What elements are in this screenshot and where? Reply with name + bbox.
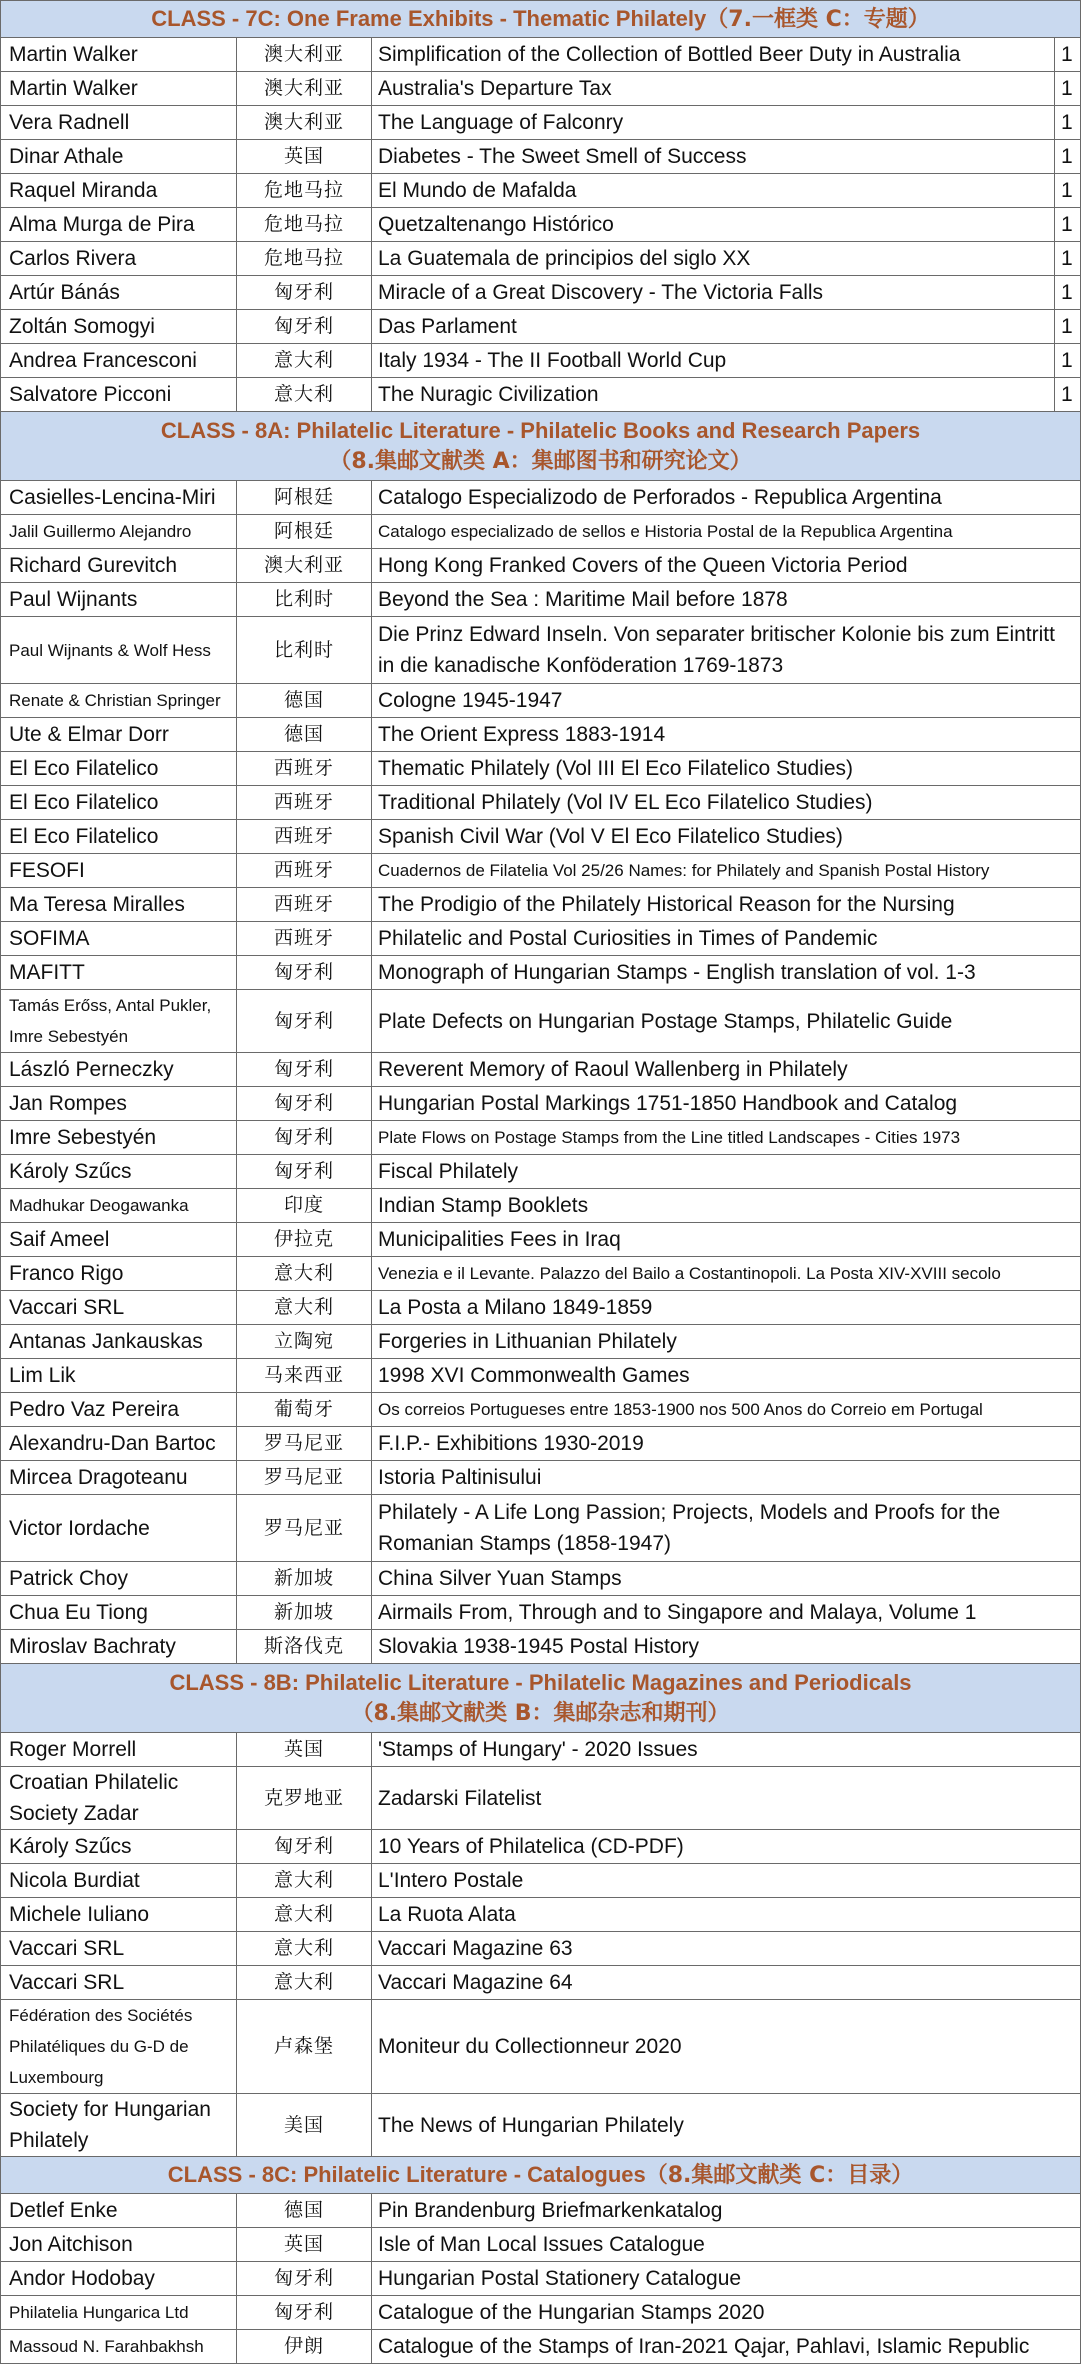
country-cell: 立陶宛 xyxy=(237,1325,372,1359)
table-row xyxy=(1,1562,1081,1596)
exhibitor-name-cell: Casielles-Lencina-Miri xyxy=(1,481,237,515)
table-row xyxy=(1,1495,1081,1562)
exhibitor-name-cell: Detlef Enke xyxy=(1,2194,237,2228)
table-row xyxy=(1,140,1081,174)
table-row xyxy=(1,1121,1081,1155)
exhibitor-name-cell: Ma Teresa Miralles xyxy=(1,888,237,922)
country-cell: 比利时 xyxy=(237,583,372,617)
table-row xyxy=(1,956,1081,990)
country-cell: 西班牙 xyxy=(237,752,372,786)
exhibitor-name-cell: SOFIMA xyxy=(1,922,237,956)
exhibitor-name-cell: Dinar Athale xyxy=(1,140,237,174)
frames-count-cell: 1 xyxy=(1055,208,1081,242)
country-cell: 阿根廷 xyxy=(237,515,372,549)
country-cell: 英国 xyxy=(237,2228,372,2262)
frames-count-cell: 1 xyxy=(1055,276,1081,310)
exhibitor-name-cell: El Eco Filatelico xyxy=(1,786,237,820)
exhibitor-name-cell: Franco Rigo xyxy=(1,1257,237,1291)
exhibit-title-cell: The News of Hungarian Philately xyxy=(372,2094,1081,2157)
exhibitor-name-cell: Carlos Rivera xyxy=(1,242,237,276)
exhibit-title-cell: Das Parlament xyxy=(372,310,1055,344)
exhibit-title-cell: L'Intero Postale xyxy=(372,1864,1081,1898)
table-row xyxy=(1,922,1081,956)
section-title-cn: （7.一框类 C：专题） xyxy=(706,6,930,32)
exhibitor-name-cell: Alexandru-Dan Bartoc xyxy=(1,1427,237,1461)
section-8a-header-row xyxy=(1,412,1081,481)
section-title: CLASS - 8C: Philatelic Literature - Catalogues xyxy=(167,2161,646,2187)
country-cell: 澳大利亚 xyxy=(237,106,372,140)
exhibit-title-cell: China Silver Yuan Stamps xyxy=(372,1562,1081,1596)
table-row xyxy=(1,1189,1081,1223)
table-row xyxy=(1,1767,1081,1830)
section-header xyxy=(1,1,1081,38)
table-row xyxy=(1,2194,1081,2228)
table-row xyxy=(1,752,1081,786)
section-header xyxy=(1,2157,1081,2194)
country-cell: 德国 xyxy=(237,718,372,752)
exhibit-title-cell: Catalogo especializado de sellos e Historia Postal de la Republica Argentina xyxy=(372,515,1081,549)
country-cell: 匈牙利 xyxy=(237,1121,372,1155)
table-row xyxy=(1,1359,1081,1393)
exhibitor-name-cell: Madhukar Deogawanka xyxy=(1,1189,237,1223)
country-cell: 印度 xyxy=(237,1189,372,1223)
table-row xyxy=(1,1630,1081,1664)
exhibit-title-cell: The Orient Express 1883-1914 xyxy=(372,718,1081,752)
exhibit-title-cell: Cologne 1945-1947 xyxy=(372,684,1081,718)
exhibit-title-cell: Thematic Philately (Vol III El Eco Filatelico Studies) xyxy=(372,752,1081,786)
section-title-cn: （8.集邮文献类 B：集邮杂志和期刊） xyxy=(351,1700,730,1726)
table-row xyxy=(1,1427,1081,1461)
exhibit-title-cell: Forgeries in Lithuanian Philately xyxy=(372,1325,1081,1359)
exhibit-title-cell: Plate Flows on Postage Stamps from the Line titled Landscapes - Cities 1973 xyxy=(372,1121,1081,1155)
country-cell: 德国 xyxy=(237,2194,372,2228)
exhibitor-name-cell: El Eco Filatelico xyxy=(1,752,237,786)
country-cell: 匈牙利 xyxy=(237,956,372,990)
table-row xyxy=(1,888,1081,922)
section-title: CLASS - 7C: One Frame Exhibits - Thematic Philately xyxy=(151,5,707,31)
table-row xyxy=(1,820,1081,854)
country-cell: 匈牙利 xyxy=(237,1053,372,1087)
exhibit-title-cell: Miracle of a Great Discovery - The Victoria Falls xyxy=(372,276,1055,310)
country-cell: 危地马拉 xyxy=(237,242,372,276)
exhibitor-name-cell: Martin Walker xyxy=(1,38,237,72)
country-cell: 危地马拉 xyxy=(237,208,372,242)
country-cell: 匈牙利 xyxy=(237,2296,372,2330)
exhibit-title-cell: Plate Defects on Hungarian Postage Stamps, Philatelic Guide xyxy=(372,990,1081,1053)
frames-count-cell: 1 xyxy=(1055,38,1081,72)
table-row xyxy=(1,481,1081,515)
exhibit-title-cell: Os correios Portugueses entre 1853-1900 nos 500 Anos do Correio em Portugal xyxy=(372,1393,1081,1427)
country-cell: 澳大利亚 xyxy=(237,38,372,72)
country-cell: 卢森堡 xyxy=(237,2000,372,2094)
country-cell: 伊朗 xyxy=(237,2330,372,2364)
country-cell: 英国 xyxy=(237,1733,372,1767)
exhibit-title-cell: Quetzaltenango Histórico xyxy=(372,208,1055,242)
frames-count-cell: 1 xyxy=(1055,106,1081,140)
exhibit-title-cell: 10 Years of Philatelica (CD-PDF) xyxy=(372,1830,1081,1864)
country-cell: 美国 xyxy=(237,2094,372,2157)
table-row xyxy=(1,2296,1081,2330)
country-cell: 新加坡 xyxy=(237,1596,372,1630)
frames-count-cell: 1 xyxy=(1055,310,1081,344)
country-cell: 匈牙利 xyxy=(237,310,372,344)
exhibit-title-cell: Beyond the Sea : Maritime Mail before 1878 xyxy=(372,583,1081,617)
exhibitor-name-cell: Roger Morrell xyxy=(1,1733,237,1767)
section-title: CLASS - 8A: Philatelic Literature - Philatelic Books and Research Papers xyxy=(160,417,921,443)
country-cell: 澳大利亚 xyxy=(237,549,372,583)
exhibit-title-cell: F.I.P.- Exhibitions 1930-2019 xyxy=(372,1427,1081,1461)
section-7c-header-row xyxy=(1,1,1081,38)
table-row xyxy=(1,72,1081,106)
table-row xyxy=(1,1393,1081,1427)
exhibitor-name-cell: Ute & Elmar Dorr xyxy=(1,718,237,752)
exhibitor-name-cell: Martin Walker xyxy=(1,72,237,106)
exhibit-title-cell: Indian Stamp Booklets xyxy=(372,1189,1081,1223)
exhibit-title-cell: The Language of Falconry xyxy=(372,106,1055,140)
exhibit-title-cell: The Nuragic Civilization xyxy=(372,378,1055,412)
exhibitor-name-cell: Alma Murga de Pira xyxy=(1,208,237,242)
section-title-cn: （8.集邮文献类 C：目录） xyxy=(645,2162,914,2188)
frames-count-cell: 1 xyxy=(1055,140,1081,174)
country-cell: 比利时 xyxy=(237,617,372,684)
exhibitor-name-cell: Richard Gurevitch xyxy=(1,549,237,583)
exhibit-title-cell: Istoria Paltinisului xyxy=(372,1461,1081,1495)
table-row xyxy=(1,1155,1081,1189)
exhibit-title-cell: Vaccari Magazine 63 xyxy=(372,1932,1081,1966)
section-title-cn: （8.集邮文献类 A：集邮图书和研究论文） xyxy=(329,448,752,474)
exhibitor-name-cell: Zoltán Somogyi xyxy=(1,310,237,344)
frames-count-cell: 1 xyxy=(1055,72,1081,106)
country-cell: 意大利 xyxy=(237,1898,372,1932)
country-cell: 西班牙 xyxy=(237,922,372,956)
exhibitor-name-cell: Pedro Vaz Pereira xyxy=(1,1393,237,1427)
country-cell: 斯洛伐克 xyxy=(237,1630,372,1664)
section-8b-header-row xyxy=(1,1664,1081,1733)
table-row xyxy=(1,2330,1081,2364)
country-cell: 新加坡 xyxy=(237,1562,372,1596)
country-cell: 西班牙 xyxy=(237,854,372,888)
exhibitor-name-cell: Imre Sebestyén xyxy=(1,1121,237,1155)
exhibitor-name-cell: Nicola Burdiat xyxy=(1,1864,237,1898)
table-row xyxy=(1,684,1081,718)
exhibitor-name-cell: Jalil Guillermo Alejandro xyxy=(1,515,237,549)
exhibit-title-cell: Catalogo Especializodo de Perforados - Republica Argentina xyxy=(372,481,1081,515)
country-cell: 匈牙利 xyxy=(237,2262,372,2296)
exhibit-title-cell: Die Prinz Edward Inseln. Von separater britischer Kolonie bis zum Eintritt in die kanadische Konföderation 1769-1873 xyxy=(372,617,1081,684)
exhibit-title-cell: Philately - A Life Long Passion; Projects, Models and Proofs for the Romanian Stamps (1858-1947) xyxy=(372,1495,1081,1562)
exhibitor-name-cell: Vera Radnell xyxy=(1,106,237,140)
country-cell: 匈牙利 xyxy=(237,1155,372,1189)
country-cell: 匈牙利 xyxy=(237,1087,372,1121)
section-header xyxy=(1,412,1081,481)
frames-count-cell: 1 xyxy=(1055,174,1081,208)
table-row xyxy=(1,2228,1081,2262)
section-header xyxy=(1,1664,1081,1733)
table-row xyxy=(1,515,1081,549)
exhibitor-name-cell: Miroslav Bachraty xyxy=(1,1630,237,1664)
exhibit-title-cell: La Posta a Milano 1849-1859 xyxy=(372,1291,1081,1325)
exhibitor-name-cell: Philatelia Hungarica Ltd xyxy=(1,2296,237,2330)
exhibit-title-cell: Fiscal Philately xyxy=(372,1155,1081,1189)
exhibitor-name-cell: László Perneczky xyxy=(1,1053,237,1087)
table-row xyxy=(1,2262,1081,2296)
exhibit-title-cell: Pin Brandenburg Briefmarkenkatalog xyxy=(372,2194,1081,2228)
exhibit-title-cell: La Guatemala de principios del siglo XX xyxy=(372,242,1055,276)
country-cell: 意大利 xyxy=(237,1932,372,1966)
table-row xyxy=(1,1087,1081,1121)
exhibit-title-cell: Monograph of Hungarian Stamps - English translation of vol. 1-3 xyxy=(372,956,1081,990)
country-cell: 葡萄牙 xyxy=(237,1393,372,1427)
exhibitor-name-cell: Paul Wijnants xyxy=(1,583,237,617)
exhibitor-name-cell: Patrick Choy xyxy=(1,1562,237,1596)
table-row xyxy=(1,344,1081,378)
exhibit-title-cell: Australia's Departure Tax xyxy=(372,72,1055,106)
exhibitor-name-cell: Jan Rompes xyxy=(1,1087,237,1121)
country-cell: 意大利 xyxy=(237,1966,372,2000)
exhibitor-name-cell: Renate & Christian Springer xyxy=(1,684,237,718)
table-row xyxy=(1,549,1081,583)
exhibitor-name-cell: Tamás Erőss, Antal Pukler, Imre Sebestyén xyxy=(1,990,237,1053)
table-row xyxy=(1,854,1081,888)
table-row xyxy=(1,1257,1081,1291)
exhibit-title-cell: Vaccari Magazine 64 xyxy=(372,1966,1081,2000)
table-row xyxy=(1,1966,1081,2000)
country-cell: 意大利 xyxy=(237,378,372,412)
exhibit-title-cell: Venezia e il Levante. Palazzo del Bailo a Costantinopoli. La Posta XIV-XVIII secolo xyxy=(372,1257,1081,1291)
exhibitor-name-cell: Saif Ameel xyxy=(1,1223,237,1257)
country-cell: 匈牙利 xyxy=(237,990,372,1053)
frames-count-cell: 1 xyxy=(1055,378,1081,412)
exhibit-title-cell: Hungarian Postal Markings 1751-1850 Handbook and Catalog xyxy=(372,1087,1081,1121)
exhibit-title-cell: Diabetes - The Sweet Smell of Success xyxy=(372,140,1055,174)
table-row xyxy=(1,990,1081,1053)
exhibitor-name-cell: Massoud N. Farahbakhsh xyxy=(1,2330,237,2364)
country-cell: 匈牙利 xyxy=(237,1830,372,1864)
table-row xyxy=(1,1864,1081,1898)
exhibitor-name-cell: MAFITT xyxy=(1,956,237,990)
exhibitor-name-cell: Vaccari SRL xyxy=(1,1932,237,1966)
exhibitor-name-cell: Chua Eu Tiong xyxy=(1,1596,237,1630)
table-row xyxy=(1,174,1081,208)
exhibitor-name-cell: Károly Szűcs xyxy=(1,1830,237,1864)
table-row xyxy=(1,106,1081,140)
exhibitor-name-cell: Lim Lik xyxy=(1,1359,237,1393)
country-cell: 危地马拉 xyxy=(237,174,372,208)
country-cell: 西班牙 xyxy=(237,786,372,820)
country-cell: 英国 xyxy=(237,140,372,174)
exhibitor-name-cell: Michele Iuliano xyxy=(1,1898,237,1932)
exhibitor-name-cell: FESOFI xyxy=(1,854,237,888)
exhibitor-name-cell: Raquel Miranda xyxy=(1,174,237,208)
country-cell: 意大利 xyxy=(237,1291,372,1325)
exhibitor-name-cell: Antanas Jankauskas xyxy=(1,1325,237,1359)
country-cell: 阿根廷 xyxy=(237,481,372,515)
exhibitor-name-cell: Society for Hungarian Philately xyxy=(1,2094,237,2157)
country-cell: 罗马尼亚 xyxy=(237,1427,372,1461)
table-row xyxy=(1,1053,1081,1087)
table-row xyxy=(1,378,1081,412)
exhibit-title-cell: Catalogue of the Hungarian Stamps 2020 xyxy=(372,2296,1081,2330)
exhibit-title-cell: Airmails From, Through and to Singapore and Malaya, Volume 1 xyxy=(372,1596,1081,1630)
exhibit-title-cell: Italy 1934 - The II Football World Cup xyxy=(372,344,1055,378)
exhibitor-name-cell: Fédération des Sociétés Philatéliques du G-D de Luxembourg xyxy=(1,2000,237,2094)
section-title: CLASS - 8B: Philatelic Literature - Philatelic Magazines and Periodicals xyxy=(169,1669,912,1695)
table-row xyxy=(1,38,1081,72)
exhibitor-name-cell: Andor Hodobay xyxy=(1,2262,237,2296)
table-row xyxy=(1,617,1081,684)
table-row xyxy=(1,786,1081,820)
exhibitor-name-cell: Victor Iordache xyxy=(1,1495,237,1562)
exhibit-title-cell: Municipalities Fees in Iraq xyxy=(372,1223,1081,1257)
frames-count-cell: 1 xyxy=(1055,242,1081,276)
table-row xyxy=(1,310,1081,344)
table-row xyxy=(1,1461,1081,1495)
exhibit-title-cell: Zadarski Filatelist xyxy=(372,1767,1081,1830)
exhibitor-name-cell: Salvatore Picconi xyxy=(1,378,237,412)
country-cell: 匈牙利 xyxy=(237,276,372,310)
exhibit-title-cell: Traditional Philately (Vol IV EL Eco Filatelico Studies) xyxy=(372,786,1081,820)
country-cell: 伊拉克 xyxy=(237,1223,372,1257)
table-row xyxy=(1,242,1081,276)
table-row xyxy=(1,276,1081,310)
exhibitor-name-cell: Vaccari SRL xyxy=(1,1966,237,2000)
exhibitor-name-cell: Andrea Francesconi xyxy=(1,344,237,378)
exhibitor-name-cell: Jon Aitchison xyxy=(1,2228,237,2262)
exhibitor-name-cell: Károly Szűcs xyxy=(1,1155,237,1189)
exhibit-title-cell: Simplification of the Collection of Bottled Beer Duty in Australia xyxy=(372,38,1055,72)
table-row xyxy=(1,1733,1081,1767)
exhibitor-name-cell: Croatian Philatelic Society Zadar xyxy=(1,1767,237,1830)
exhibitor-name-cell: Vaccari SRL xyxy=(1,1291,237,1325)
country-cell: 意大利 xyxy=(237,344,372,378)
table-row xyxy=(1,1932,1081,1966)
country-cell: 罗马尼亚 xyxy=(237,1461,372,1495)
table-row xyxy=(1,1898,1081,1932)
exhibit-title-cell: Philatelic and Postal Curiosities in Times of Pandemic xyxy=(372,922,1081,956)
country-cell: 意大利 xyxy=(237,1257,372,1291)
exhibit-title-cell: 'Stamps of Hungary' - 2020 Issues xyxy=(372,1733,1081,1767)
exhibit-title-cell: Reverent Memory of Raoul Wallenberg in Philately xyxy=(372,1053,1081,1087)
frames-count-cell: 1 xyxy=(1055,344,1081,378)
table-row xyxy=(1,1325,1081,1359)
table-row xyxy=(1,2000,1081,2094)
country-cell: 意大利 xyxy=(237,1864,372,1898)
exhibit-title-cell: 1998 XVI Commonwealth Games xyxy=(372,1359,1081,1393)
country-cell: 克罗地亚 xyxy=(237,1767,372,1830)
exhibit-title-cell: Cuadernos de Filatelia Vol 25/26 Names: for Philately and Spanish Postal History xyxy=(372,854,1081,888)
exhibit-title-cell: Moniteur du Collectionneur 2020 xyxy=(372,2000,1081,2094)
table-row xyxy=(1,208,1081,242)
table-row xyxy=(1,583,1081,617)
exhibit-title-cell: Spanish Civil War (Vol V El Eco Filatelico Studies) xyxy=(372,820,1081,854)
table-row xyxy=(1,718,1081,752)
section-8c-header-row xyxy=(1,2157,1081,2194)
exhibitor-name-cell: Mircea Dragoteanu xyxy=(1,1461,237,1495)
exhibit-title-cell: Hong Kong Franked Covers of the Queen Victoria Period xyxy=(372,549,1081,583)
exhibit-title-cell: La Ruota Alata xyxy=(372,1898,1081,1932)
table-row xyxy=(1,1223,1081,1257)
exhibit-title-cell: Slovakia 1938-1945 Postal History xyxy=(372,1630,1081,1664)
exhibitor-name-cell: Paul Wijnants & Wolf Hess xyxy=(1,617,237,684)
country-cell: 罗马尼亚 xyxy=(237,1495,372,1562)
exhibit-title-cell: Isle of Man Local Issues Catalogue xyxy=(372,2228,1081,2262)
exhibitor-name-cell: El Eco Filatelico xyxy=(1,820,237,854)
exhibit-title-cell: Catalogue of the Stamps of Iran-2021 Qajar, Pahlavi, Islamic Republic xyxy=(372,2330,1081,2364)
exhibit-title-cell: Hungarian Postal Stationery Catalogue xyxy=(372,2262,1081,2296)
table-row xyxy=(1,1830,1081,1864)
table-row xyxy=(1,2094,1081,2157)
country-cell: 德国 xyxy=(237,684,372,718)
exhibit-title-cell: The Prodigio of the Philately Historical Reason for the Nursing xyxy=(372,888,1081,922)
country-cell: 西班牙 xyxy=(237,820,372,854)
country-cell: 西班牙 xyxy=(237,888,372,922)
table-row xyxy=(1,1291,1081,1325)
country-cell: 澳大利亚 xyxy=(237,72,372,106)
table-row xyxy=(1,1596,1081,1630)
country-cell: 马来西亚 xyxy=(237,1359,372,1393)
exhibit-title-cell: El Mundo de Mafalda xyxy=(372,174,1055,208)
exhibitor-name-cell: Artúr Bánás xyxy=(1,276,237,310)
